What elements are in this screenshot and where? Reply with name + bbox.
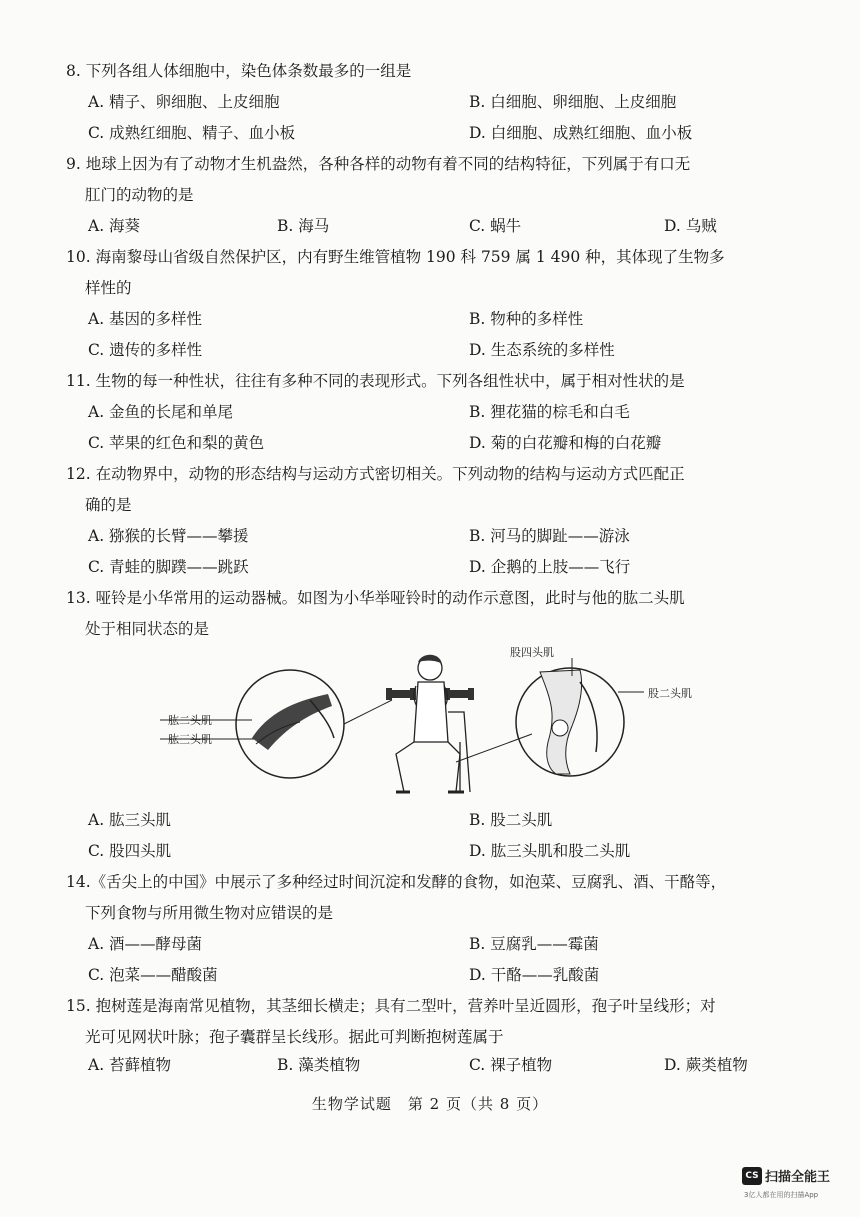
option-c: C. 蜗牛: [469, 217, 522, 235]
option-a: A. 猕猴的长臂——攀援: [88, 527, 249, 545]
label-triceps: 肱三头肌: [168, 733, 212, 746]
option-b: B. 狸花猫的棕毛和白毛: [469, 403, 630, 421]
brand-tagline: 3亿人都在用的扫描App: [744, 1191, 819, 1199]
option-c: C. 泡菜——醋酸菌: [88, 966, 218, 984]
option-a: A. 苔藓植物: [88, 1056, 172, 1074]
question-15-options: [88, 1050, 768, 1081]
option-a: A. 海葵: [88, 217, 141, 235]
question-14-options: [88, 929, 768, 991]
page-footer: 生物学试题 第 2 页（共 8 页）: [311, 1095, 549, 1113]
option-c: C. 遗传的多样性: [88, 341, 203, 359]
question-12: 12. 在动物界中，动物的形态结构与运动方式密切相关。下列动物的结构与运动方式匹配正 确的是: [66, 465, 685, 514]
camscanner-logo-icon: CS: [742, 1167, 762, 1185]
question-10-options: [88, 304, 768, 366]
option-c: C. 成熟红细胞、精子、血小板: [88, 124, 296, 142]
question-11-options: [88, 397, 768, 459]
option-c: C. 股四头肌: [88, 842, 172, 860]
option-b: B. 海马: [277, 217, 330, 235]
option-d: D. 菊的白花瓣和梅的白花瓣: [469, 434, 662, 452]
option-d: D. 企鹅的上肢——飞行: [469, 558, 631, 576]
question-15: 15. 抱树莲是海南常见植物，其茎细长横走；具有二型叶，营养叶呈近圆形，孢子叶呈线形；对 光可见网状叶脉；孢子囊群呈长线形。据此可判断抱树莲属于: [66, 997, 716, 1046]
label-hamstring: 股二头肌: [648, 687, 692, 700]
option-a: A. 精子、卵细胞、上皮细胞: [88, 93, 280, 111]
option-b: B. 豆腐乳——霉菌: [469, 935, 599, 953]
label-quadriceps: 股四头肌: [510, 646, 554, 659]
option-a: A. 金鱼的长尾和单尾: [88, 403, 234, 421]
option-c: C. 裸子植物: [469, 1056, 553, 1074]
option-c: C. 青蛙的脚蹼——跳跃: [88, 558, 249, 576]
question-13: 13. 哑铃是小华常用的运动器械。如图为小华举哑铃时的动作示意图，此时与他的肱二头肌 处于相同状态的是: [66, 589, 685, 638]
brand-name: 扫描全能王: [765, 1170, 831, 1185]
question-11: 11. 生物的每一种性状，往往有多种不同的表现形式。下列各组性状中，属于相对性状的是: [66, 372, 685, 390]
option-b: B. 物种的多样性: [469, 310, 584, 328]
option-a: A. 酒——酵母菌: [88, 935, 203, 953]
label-biceps: 肱二头肌: [168, 714, 212, 727]
scanner-watermark: [742, 1165, 830, 1185]
question-9: 9. 地球上因为有了动物才生机盎然，各种各样的动物有着不同的结构特征，下列属于有口无 肛门的动物的是: [66, 155, 691, 204]
option-b: B. 白细胞、卵细胞、上皮细胞: [469, 93, 677, 111]
option-d: D. 乌贼: [664, 217, 717, 235]
option-d: D. 蕨类植物: [664, 1056, 748, 1074]
option-d: D. 白细胞、成熟红细胞、血小板: [469, 124, 693, 142]
option-a: A. 基因的多样性: [88, 310, 203, 328]
option-d: D. 干酪——乳酸菌: [469, 966, 600, 984]
option-a: A. 肱三头肌: [88, 811, 172, 829]
option-b: B. 藻类植物: [277, 1056, 361, 1074]
dumbbell-figure: [160, 642, 720, 802]
option-b: B. 股二头肌: [469, 811, 553, 829]
question-12-options: [88, 521, 768, 583]
option-c: C. 苹果的红色和梨的黄色: [88, 434, 265, 452]
question-9-options: [88, 211, 768, 242]
option-d: D. 肱三头肌和股二头肌: [469, 842, 631, 860]
dumbbell-illustration: [160, 642, 720, 802]
question-8: 8. 下列各组人体细胞中，染色体条数最多的一组是: [66, 62, 412, 80]
question-14: 14.《舌尖上的中国》中展示了多种经过时间沉淀和发酵的食物，如泡菜、豆腐乳、酒、干酪等， 下列食物与所用微生物对应错误的是: [66, 873, 727, 922]
option-d: D. 生态系统的多样性: [469, 341, 615, 359]
question-8-options: [88, 87, 768, 149]
option-b: B. 河马的脚趾——游泳: [469, 527, 630, 545]
question-13-options: [88, 805, 768, 867]
question-10: 10. 海南黎母山省级自然保护区，内有野生维管植物 190 科 759 属 1 490 种，其体现了生物多 样性的: [66, 248, 725, 297]
